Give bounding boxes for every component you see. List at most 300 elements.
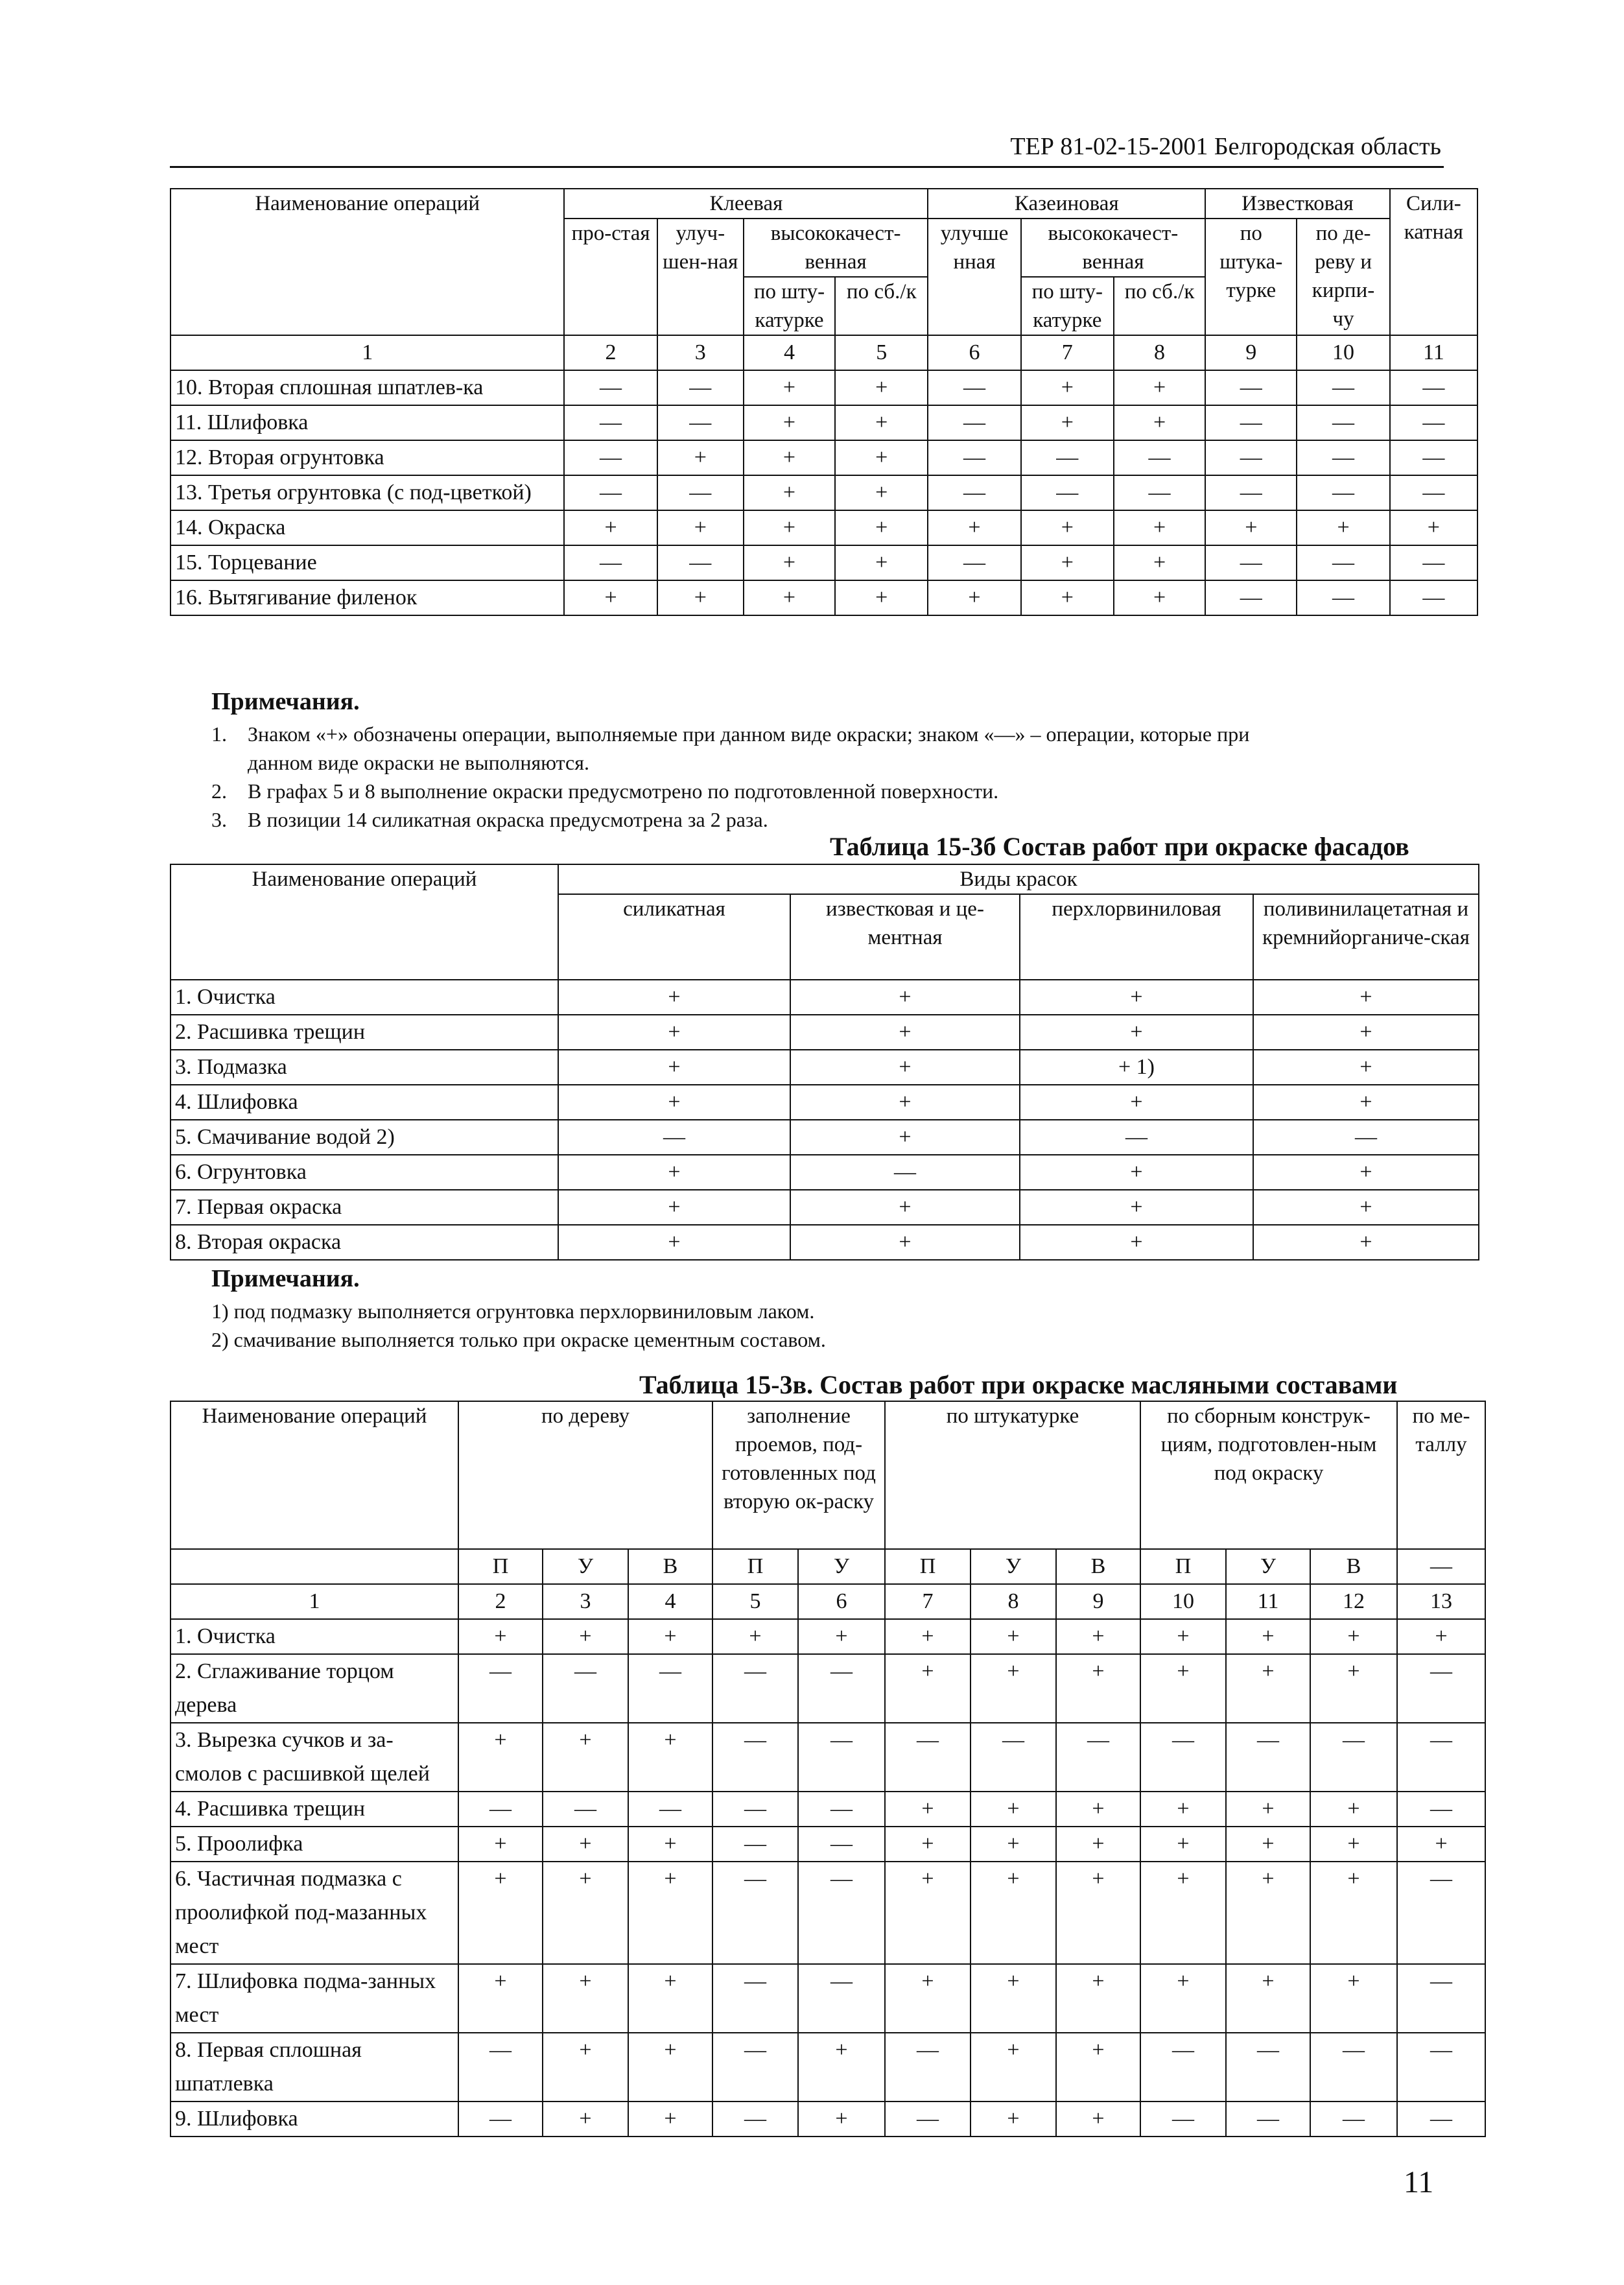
cell-mark: —: [1226, 1723, 1310, 1792]
cell-mark: +: [1253, 1225, 1479, 1260]
cell-mark: +: [564, 510, 657, 545]
cell-mark: —: [798, 1964, 885, 2033]
notes-title: Примечания.: [211, 688, 360, 715]
cell-mark: +: [971, 1654, 1056, 1723]
col-number: 3: [657, 335, 744, 370]
cell-mark: +: [744, 370, 835, 405]
cell-mark: —: [1226, 2101, 1310, 2137]
quality-letter: У: [1226, 1549, 1310, 1584]
cell-mark: +: [1021, 510, 1114, 545]
cell-mark: —: [1297, 440, 1389, 475]
cell-mark: —: [1021, 440, 1114, 475]
cell-mark: +: [885, 1654, 971, 1723]
cell-mark: +: [971, 2101, 1056, 2137]
table-row: [171, 1654, 1485, 1723]
cell-mark: +: [1021, 545, 1114, 580]
cell-mark: +: [628, 1723, 712, 1792]
cell-mark: +: [543, 1723, 628, 1792]
operation-name: 5. Проолифка: [171, 1827, 458, 1862]
table-row: [171, 1120, 1479, 1155]
cell-mark: +: [458, 1827, 543, 1862]
cell-mark: +: [835, 405, 928, 440]
cell-mark: +: [971, 1792, 1056, 1827]
cell-mark: —: [712, 1827, 798, 1862]
cell-mark: +: [1140, 1827, 1226, 1862]
col-number: 4: [628, 1584, 712, 1619]
table-row: [171, 1964, 1485, 2033]
cell-mark: +: [1140, 1654, 1226, 1723]
cell-mark: +: [1056, 1654, 1140, 1723]
quality-letter: У: [543, 1549, 628, 1584]
group-header-paint-types: Виды красок: [558, 864, 1479, 894]
cell-mark: —: [712, 1792, 798, 1827]
cell-mark: +: [1020, 1155, 1253, 1190]
cell-mark: —: [971, 1723, 1056, 1792]
cell-mark: —: [798, 1827, 885, 1862]
cell-mark: +: [543, 1964, 628, 2033]
empty-cell: [171, 1549, 458, 1584]
cell-mark: +: [1253, 980, 1479, 1015]
col-header-operations: Наименование операций: [171, 864, 558, 980]
col-number: 2: [564, 335, 657, 370]
operation-name: 15. Торцевание: [171, 545, 564, 580]
cell-mark: —: [628, 1792, 712, 1827]
cell-mark: +: [1056, 1619, 1140, 1654]
cell-mark: +: [458, 1964, 543, 2033]
cell-mark: +: [1056, 1827, 1140, 1862]
cell-mark: —: [1226, 2033, 1310, 2101]
page-number: 11: [1404, 2165, 1434, 2199]
cell-mark: +: [657, 510, 744, 545]
cell-mark: +: [628, 2101, 712, 2137]
cell-mark: —: [657, 475, 744, 510]
cell-mark: —: [1297, 405, 1389, 440]
cell-mark: —: [458, 1654, 543, 1723]
cell-mark: +: [798, 1619, 885, 1654]
table-row: [171, 510, 1477, 545]
cell-mark: +: [1310, 1619, 1397, 1654]
operation-name: 1. Очистка: [171, 1619, 458, 1654]
cell-mark: +: [885, 1827, 971, 1862]
cell-mark: +: [558, 1190, 790, 1225]
group-header-prefab: по сборным конструк-циям, подготовлен-ным под окраску: [1140, 1401, 1397, 1549]
cell-mark: —: [1253, 1120, 1479, 1155]
cell-mark: —: [712, 1862, 798, 1964]
cell-mark: —: [1397, 1792, 1485, 1827]
cell-mark: —: [1397, 1654, 1485, 1723]
cell-mark: —: [1310, 2101, 1397, 2137]
cell-mark: +: [1114, 405, 1205, 440]
column-numbers-row: [171, 1584, 1485, 1619]
cell-mark: +: [1021, 580, 1114, 615]
paint-type-lime-cement: известковая и це-ментная: [790, 894, 1020, 980]
cell-mark: +: [1310, 1654, 1397, 1723]
footnote-text: 2) смачивание выполняется только при окраске цементным составом.: [211, 1328, 826, 1351]
note-number: 1.: [211, 722, 227, 746]
table-row: [171, 1085, 1479, 1120]
cell-mark: +: [1310, 1827, 1397, 1862]
note-number: 2.: [211, 779, 227, 803]
cell-mark: —: [1397, 1723, 1485, 1792]
footnote-text: 1) под подмазку выполняется огрунтовка перхлорвиниловым лаком.: [211, 1299, 815, 1323]
cell-mark: —: [928, 405, 1020, 440]
table-row: [171, 1225, 1479, 1260]
subheader-plaster: по шту-катурке: [744, 277, 835, 335]
col-number: 7: [885, 1584, 971, 1619]
cell-mark: +: [744, 440, 835, 475]
cell-mark: —: [798, 1654, 885, 1723]
cell-mark: +: [1226, 1619, 1310, 1654]
cell-mark: —: [1390, 370, 1477, 405]
cell-mark: —: [1297, 545, 1389, 580]
quality-letter: В: [1056, 1549, 1140, 1584]
cell-mark: +: [1114, 510, 1205, 545]
cell-mark: +: [1310, 1792, 1397, 1827]
header-text: ТЕР 81-02-15-2001 Белгородская область: [1010, 133, 1441, 160]
cell-mark: +: [1253, 1190, 1479, 1225]
cell-mark: —: [798, 1792, 885, 1827]
operation-name: 4. Шлифовка: [171, 1085, 558, 1120]
cell-mark: —: [1390, 405, 1477, 440]
table-row: [171, 1155, 1479, 1190]
cell-mark: +: [971, 1619, 1056, 1654]
cell-mark: +: [835, 580, 928, 615]
cell-mark: +: [1114, 580, 1205, 615]
cell-mark: +: [744, 475, 835, 510]
cell-mark: —: [1140, 1723, 1226, 1792]
cell-mark: + 1): [1020, 1050, 1253, 1085]
cell-mark: —: [1021, 475, 1114, 510]
table-facade-paint-operations: [170, 864, 1479, 1261]
cell-mark: +: [628, 1619, 712, 1654]
cell-mark: —: [564, 440, 657, 475]
cell-mark: —: [1205, 475, 1297, 510]
table-row: [171, 980, 1479, 1015]
quality-letter: П: [885, 1549, 971, 1584]
cell-mark: +: [928, 510, 1020, 545]
cell-mark: —: [1390, 545, 1477, 580]
cell-mark: +: [458, 1723, 543, 1792]
page-header: [170, 134, 1444, 168]
col-number: 6: [798, 1584, 885, 1619]
cell-mark: —: [1205, 440, 1297, 475]
cell-mark: +: [1114, 370, 1205, 405]
cell-mark: —: [1397, 1862, 1485, 1964]
cell-mark: +: [1253, 1155, 1479, 1190]
cell-mark: +: [971, 1827, 1056, 1862]
table-caption: Таблица 15-3в. Состав работ при окраске масляными составами: [639, 1370, 1398, 1399]
note-text: В графах 5 и 8 выполнение окраски предусмотрено по подготовленной поверхности.: [248, 779, 999, 803]
cell-mark: +: [790, 1050, 1020, 1085]
col-number: 1: [171, 335, 564, 370]
group-header-silicate: Сили-катная: [1390, 189, 1477, 335]
group-header-openings: заполнение проемов, под-готовленных под вторую ок-раску: [712, 1401, 885, 1549]
cell-mark: +: [558, 980, 790, 1015]
cell-mark: —: [1297, 370, 1389, 405]
cell-mark: —: [1205, 545, 1297, 580]
col-number: 2: [458, 1584, 543, 1619]
cell-mark: —: [564, 405, 657, 440]
cell-mark: +: [1056, 1862, 1140, 1964]
cell-mark: —: [1205, 405, 1297, 440]
cell-mark: —: [712, 2033, 798, 2101]
group-header-lime: Известковая: [1205, 189, 1390, 219]
quality-letters-row: [171, 1549, 1485, 1584]
cell-mark: —: [928, 440, 1020, 475]
cell-mark: —: [1114, 440, 1205, 475]
cell-mark: —: [928, 370, 1020, 405]
cell-mark: +: [885, 1964, 971, 2033]
cell-mark: —: [712, 2101, 798, 2137]
cell-mark: —: [712, 1964, 798, 2033]
operation-name: 5. Смачивание водой 2): [171, 1120, 558, 1155]
cell-mark: +: [744, 510, 835, 545]
cell-mark: +: [1020, 980, 1253, 1015]
operation-name: 13. Третья огрунтовка (с под-цветкой): [171, 475, 564, 510]
col-number: 10: [1297, 335, 1389, 370]
col-number: 3: [543, 1584, 628, 1619]
cell-mark: +: [558, 1050, 790, 1085]
note-text-continued: данном виде окраски не выполняются.: [248, 751, 589, 774]
cell-mark: +: [1397, 1827, 1485, 1862]
cell-mark: +: [1140, 1862, 1226, 1964]
col-number: 9: [1056, 1584, 1140, 1619]
table-row: [171, 2033, 1485, 2101]
subheader-lime-wood: по де-реву и кирпи-чу: [1297, 219, 1389, 335]
group-header-glue: Клеевая: [564, 189, 928, 219]
cell-mark: —: [458, 1792, 543, 1827]
operation-name: 6. Частичная подмазка с проолифкой под-мазанных мест: [171, 1862, 458, 1964]
cell-mark: —: [1297, 475, 1389, 510]
cell-mark: +: [1390, 510, 1477, 545]
cell-mark: —: [558, 1120, 790, 1155]
subheader-improved: улуч-шен-ная: [657, 219, 744, 335]
cell-mark: —: [798, 1862, 885, 1964]
operation-name: 2. Расшивка трещин: [171, 1015, 558, 1050]
subheader-simple: про-стая: [564, 219, 657, 335]
group-header-casein: Казеиновая: [928, 189, 1205, 219]
cell-mark: —: [657, 370, 744, 405]
cell-mark: —: [1297, 580, 1389, 615]
col-number: 7: [1021, 335, 1114, 370]
cell-mark: —: [564, 475, 657, 510]
col-number: 6: [928, 335, 1020, 370]
operation-name: 14. Окраска: [171, 510, 564, 545]
cell-mark: —: [458, 2101, 543, 2137]
cell-mark: +: [835, 510, 928, 545]
cell-mark: +: [558, 1155, 790, 1190]
subheader-lime-plaster: по штука-турке: [1205, 219, 1297, 335]
cell-mark: +: [543, 1862, 628, 1964]
cell-mark: +: [744, 405, 835, 440]
cell-mark: +: [543, 2101, 628, 2137]
cell-mark: +: [1140, 1792, 1226, 1827]
col-number: 9: [1205, 335, 1297, 370]
operation-name: 7. Первая окраска: [171, 1190, 558, 1225]
quality-letter: —: [1397, 1549, 1485, 1584]
cell-mark: —: [1205, 580, 1297, 615]
table-row: [171, 1619, 1485, 1654]
cell-mark: —: [798, 1723, 885, 1792]
cell-mark: +: [798, 2101, 885, 2137]
table-row: [171, 370, 1477, 405]
table-row: [171, 1827, 1485, 1862]
cell-mark: +: [1397, 1619, 1485, 1654]
quality-letter: В: [1310, 1549, 1397, 1584]
col-number: 5: [712, 1584, 798, 1619]
cell-mark: —: [657, 545, 744, 580]
paint-type-silicate: силикатная: [558, 894, 790, 980]
table-paint-operations-glue-casein: [170, 188, 1478, 616]
col-number: 8: [1114, 335, 1205, 370]
subheader-improved-casein: улучше нная: [928, 219, 1020, 335]
cell-mark: +: [835, 440, 928, 475]
cell-mark: +: [1253, 1015, 1479, 1050]
operation-name: 16. Вытягивание филенок: [171, 580, 564, 615]
paint-type-polyvinyl: поливинилацетатная и кремнийорганиче-ская: [1253, 894, 1479, 980]
cell-mark: —: [1397, 2101, 1485, 2137]
subheader-prefab-casein: по сб./к: [1114, 277, 1205, 335]
cell-mark: +: [1056, 2033, 1140, 2101]
cell-mark: +: [1056, 2101, 1140, 2137]
operation-name: 3. Подмазка: [171, 1050, 558, 1085]
cell-mark: +: [558, 1015, 790, 1050]
cell-mark: +: [928, 580, 1020, 615]
cell-mark: —: [928, 475, 1020, 510]
cell-mark: +: [1253, 1085, 1479, 1120]
quality-letter: П: [1140, 1549, 1226, 1584]
cell-mark: +: [885, 1862, 971, 1964]
cell-mark: —: [790, 1155, 1020, 1190]
cell-mark: +: [1021, 370, 1114, 405]
cell-mark: +: [1297, 510, 1389, 545]
col-number: 11: [1390, 335, 1477, 370]
col-header-operations: Наименование операций: [171, 189, 564, 335]
operation-name: 11. Шлифовка: [171, 405, 564, 440]
cell-mark: +: [1020, 1225, 1253, 1260]
cell-mark: +: [1140, 1619, 1226, 1654]
cell-mark: +: [790, 1190, 1020, 1225]
cell-mark: +: [971, 1964, 1056, 2033]
quality-letter: У: [971, 1549, 1056, 1584]
cell-mark: +: [1226, 1654, 1310, 1723]
cell-mark: +: [543, 1827, 628, 1862]
col-header-operations: Наименование операций: [171, 1401, 458, 1549]
cell-mark: +: [558, 1085, 790, 1120]
cell-mark: —: [1020, 1120, 1253, 1155]
operation-name: 12. Вторая огрунтовка: [171, 440, 564, 475]
cell-mark: +: [1226, 1862, 1310, 1964]
cell-mark: +: [628, 1827, 712, 1862]
group-header-wood: по дереву: [458, 1401, 712, 1549]
table-row: [171, 2101, 1485, 2137]
group-header-metal: по ме-таллу: [1397, 1401, 1485, 1549]
subheader-plaster-casein: по шту-катурке: [1021, 277, 1114, 335]
cell-mark: +: [712, 1619, 798, 1654]
cell-mark: +: [790, 1225, 1020, 1260]
column-numbers-row: [171, 335, 1477, 370]
cell-mark: —: [1140, 2033, 1226, 2101]
table-oil-paint-operations: [170, 1401, 1486, 2137]
cell-mark: +: [657, 580, 744, 615]
col-number: 11: [1226, 1584, 1310, 1619]
cell-mark: —: [712, 1654, 798, 1723]
cell-mark: —: [1390, 440, 1477, 475]
cell-mark: +: [1310, 1862, 1397, 1964]
cell-mark: +: [628, 1964, 712, 2033]
cell-mark: +: [1226, 1792, 1310, 1827]
cell-mark: —: [1310, 2033, 1397, 2101]
cell-mark: +: [1056, 1964, 1140, 2033]
cell-mark: —: [1310, 1723, 1397, 1792]
cell-mark: —: [543, 1792, 628, 1827]
cell-mark: +: [628, 2033, 712, 2101]
cell-mark: +: [790, 1015, 1020, 1050]
cell-mark: +: [790, 1120, 1020, 1155]
cell-mark: —: [1397, 2033, 1485, 2101]
cell-mark: +: [971, 2033, 1056, 2101]
group-header-plaster: по штукатурке: [885, 1401, 1140, 1549]
table-row: [171, 405, 1477, 440]
cell-mark: —: [564, 545, 657, 580]
quality-letter: П: [458, 1549, 543, 1584]
cell-mark: +: [971, 1862, 1056, 1964]
cell-mark: —: [543, 1654, 628, 1723]
cell-mark: —: [1390, 475, 1477, 510]
operation-name: 4. Расшивка трещин: [171, 1792, 458, 1827]
cell-mark: +: [885, 1619, 971, 1654]
table-row: [171, 1190, 1479, 1225]
cell-mark: +: [1056, 1792, 1140, 1827]
cell-mark: +: [790, 1085, 1020, 1120]
cell-mark: +: [835, 370, 928, 405]
cell-mark: +: [1020, 1085, 1253, 1120]
cell-mark: +: [1114, 545, 1205, 580]
notes-title: Примечания.: [211, 1265, 360, 1292]
cell-mark: +: [835, 545, 928, 580]
cell-mark: —: [1390, 580, 1477, 615]
note-text: В позиции 14 силикатная окраска предусмотрена за 2 раза.: [248, 808, 768, 831]
cell-mark: +: [1205, 510, 1297, 545]
table-row: [171, 475, 1477, 510]
cell-mark: —: [1205, 370, 1297, 405]
col-number: 10: [1140, 1584, 1226, 1619]
cell-mark: —: [564, 370, 657, 405]
cell-mark: +: [744, 545, 835, 580]
cell-mark: +: [835, 475, 928, 510]
cell-mark: —: [712, 1723, 798, 1792]
quality-letter: У: [798, 1549, 885, 1584]
cell-mark: +: [564, 580, 657, 615]
table-row: [171, 1015, 1479, 1050]
cell-mark: +: [628, 1862, 712, 1964]
cell-mark: +: [1226, 1964, 1310, 2033]
cell-mark: +: [1310, 1964, 1397, 2033]
cell-mark: +: [657, 440, 744, 475]
col-number: 5: [835, 335, 928, 370]
col-number: 4: [744, 335, 835, 370]
cell-mark: —: [1140, 2101, 1226, 2137]
cell-mark: —: [458, 2033, 543, 2101]
operation-name: 8. Вторая окраска: [171, 1225, 558, 1260]
cell-mark: —: [885, 2033, 971, 2101]
note-number: 3.: [211, 808, 227, 831]
quality-letter: В: [628, 1549, 712, 1584]
cell-mark: +: [543, 2033, 628, 2101]
cell-mark: +: [458, 1619, 543, 1654]
cell-mark: +: [790, 980, 1020, 1015]
cell-mark: +: [1226, 1827, 1310, 1862]
